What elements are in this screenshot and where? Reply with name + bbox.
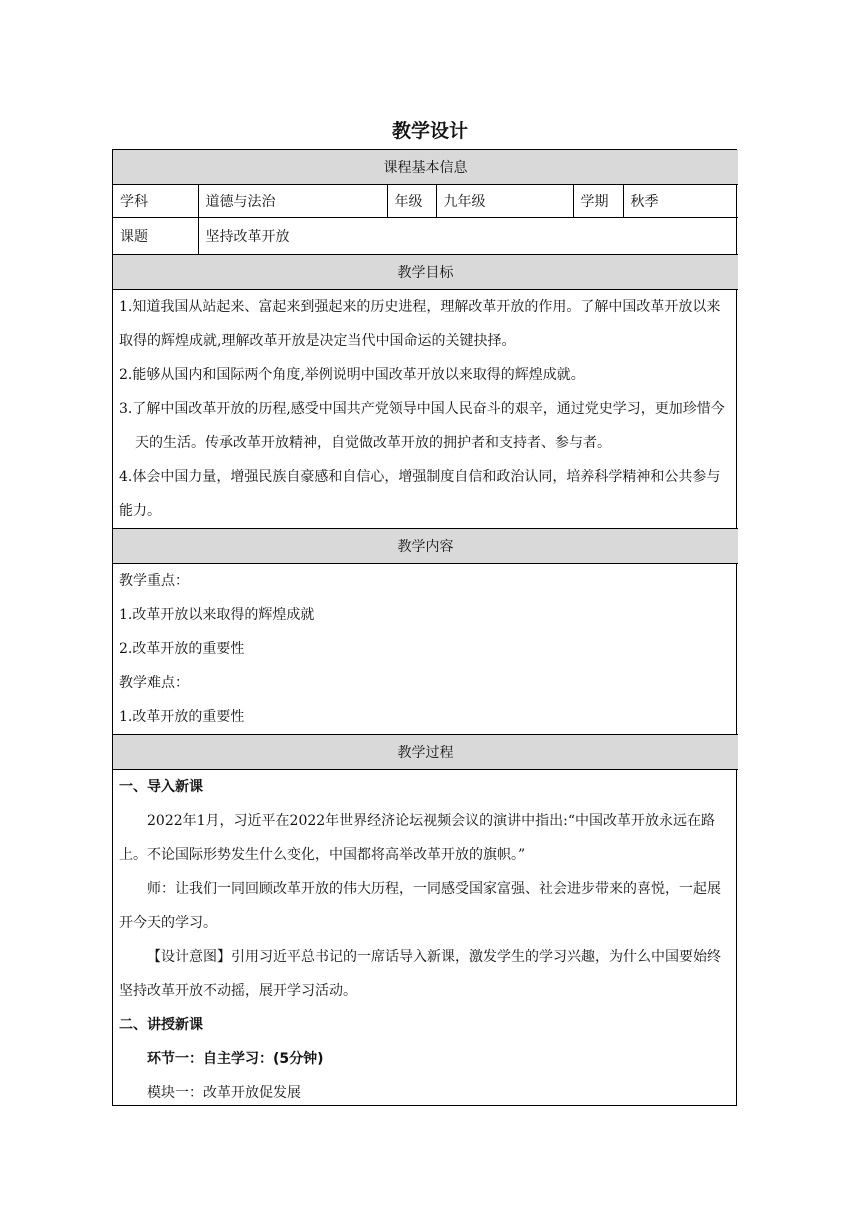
intro-paragraph: 2022年1月，习近平在2022年世界经济论坛视频会议的演讲中指出:“中国改革开放永远在路上。不论国际形势发生什么变化，中国都将高举改革开放的旗帜。”	[119, 813, 716, 863]
content-header: 教学内容	[113, 529, 738, 564]
term-value: 秋季	[623, 185, 738, 218]
process-header: 教学过程	[113, 735, 738, 770]
term-label: 学期	[573, 185, 623, 218]
lesson-plan-table	[112, 149, 737, 1106]
subject-label: 学科	[113, 185, 198, 218]
goals-header: 教学目标	[113, 255, 738, 290]
grade-label: 年级	[387, 185, 436, 218]
key-points-label: 教学重点：	[119, 573, 189, 589]
difficult-points-label: 教学难点：	[119, 675, 189, 691]
topic-value: 坚持改革开放	[198, 218, 738, 255]
section-intro-title: 一、导入新课	[119, 779, 203, 795]
design-intent-paragraph: 【设计意图】引用习近平总书记的一席话导入新课，激发学生的学习兴趣，为什么中国要始终坚持改革开放不动摇，展开学习活动。	[119, 949, 721, 999]
goal-item: 4.体会中国力量，增强民族自豪感和自信心，增强制度自信和政治认同，培养科学精神和公共参与能力。	[119, 469, 721, 519]
difficult-point-item: 1.改革开放的重要性	[119, 709, 245, 725]
topic-label: 课题	[113, 218, 198, 255]
module-one-title: 模块一：改革开放促发展	[147, 1085, 301, 1101]
grade-value: 九年级	[436, 185, 573, 218]
process-cell	[113, 770, 738, 1111]
basic-info-header: 课程基本信息	[113, 150, 738, 185]
goals-cell	[113, 290, 738, 529]
goal-item: 2.能够从国内和国际两个角度,举例说明中国改革开放以来取得的辉煌成就。	[119, 367, 585, 383]
page-title: 教学设计	[391, 120, 468, 142]
section-teaching-title: 二、讲授新课	[119, 1017, 203, 1033]
subject-value: 道德与法治	[198, 185, 387, 218]
step-one-title: 环节一：自主学习：(5分钟)	[147, 1051, 324, 1067]
goal-item: 3.了解中国改革开放的历程,感受中国共产党领导中国人民奋斗的艰辛，通过党史学习，更加珍惜今天的生活。传承改革开放精神，自觉做改革开放的拥护者和支持者、参与者。	[119, 401, 725, 451]
teacher-paragraph: 师：让我们一同回顾改革开放的伟大历程，一同感受国家富强、社会进步带来的喜悦，一起展开今天的学习。	[119, 881, 721, 931]
content-cell	[113, 564, 738, 735]
key-point-item: 2.改革开放的重要性	[119, 641, 245, 657]
key-point-item: 1.改革开放以来取得的辉煌成就	[119, 607, 315, 623]
goal-item: 1.知道我国从站起来、富起来到强起来的历史进程，理解改革开放的作用。了解中国改革开放以来取得的辉煌成就,理解改革开放是决定当代中国命运的关键抉择。	[119, 299, 721, 349]
